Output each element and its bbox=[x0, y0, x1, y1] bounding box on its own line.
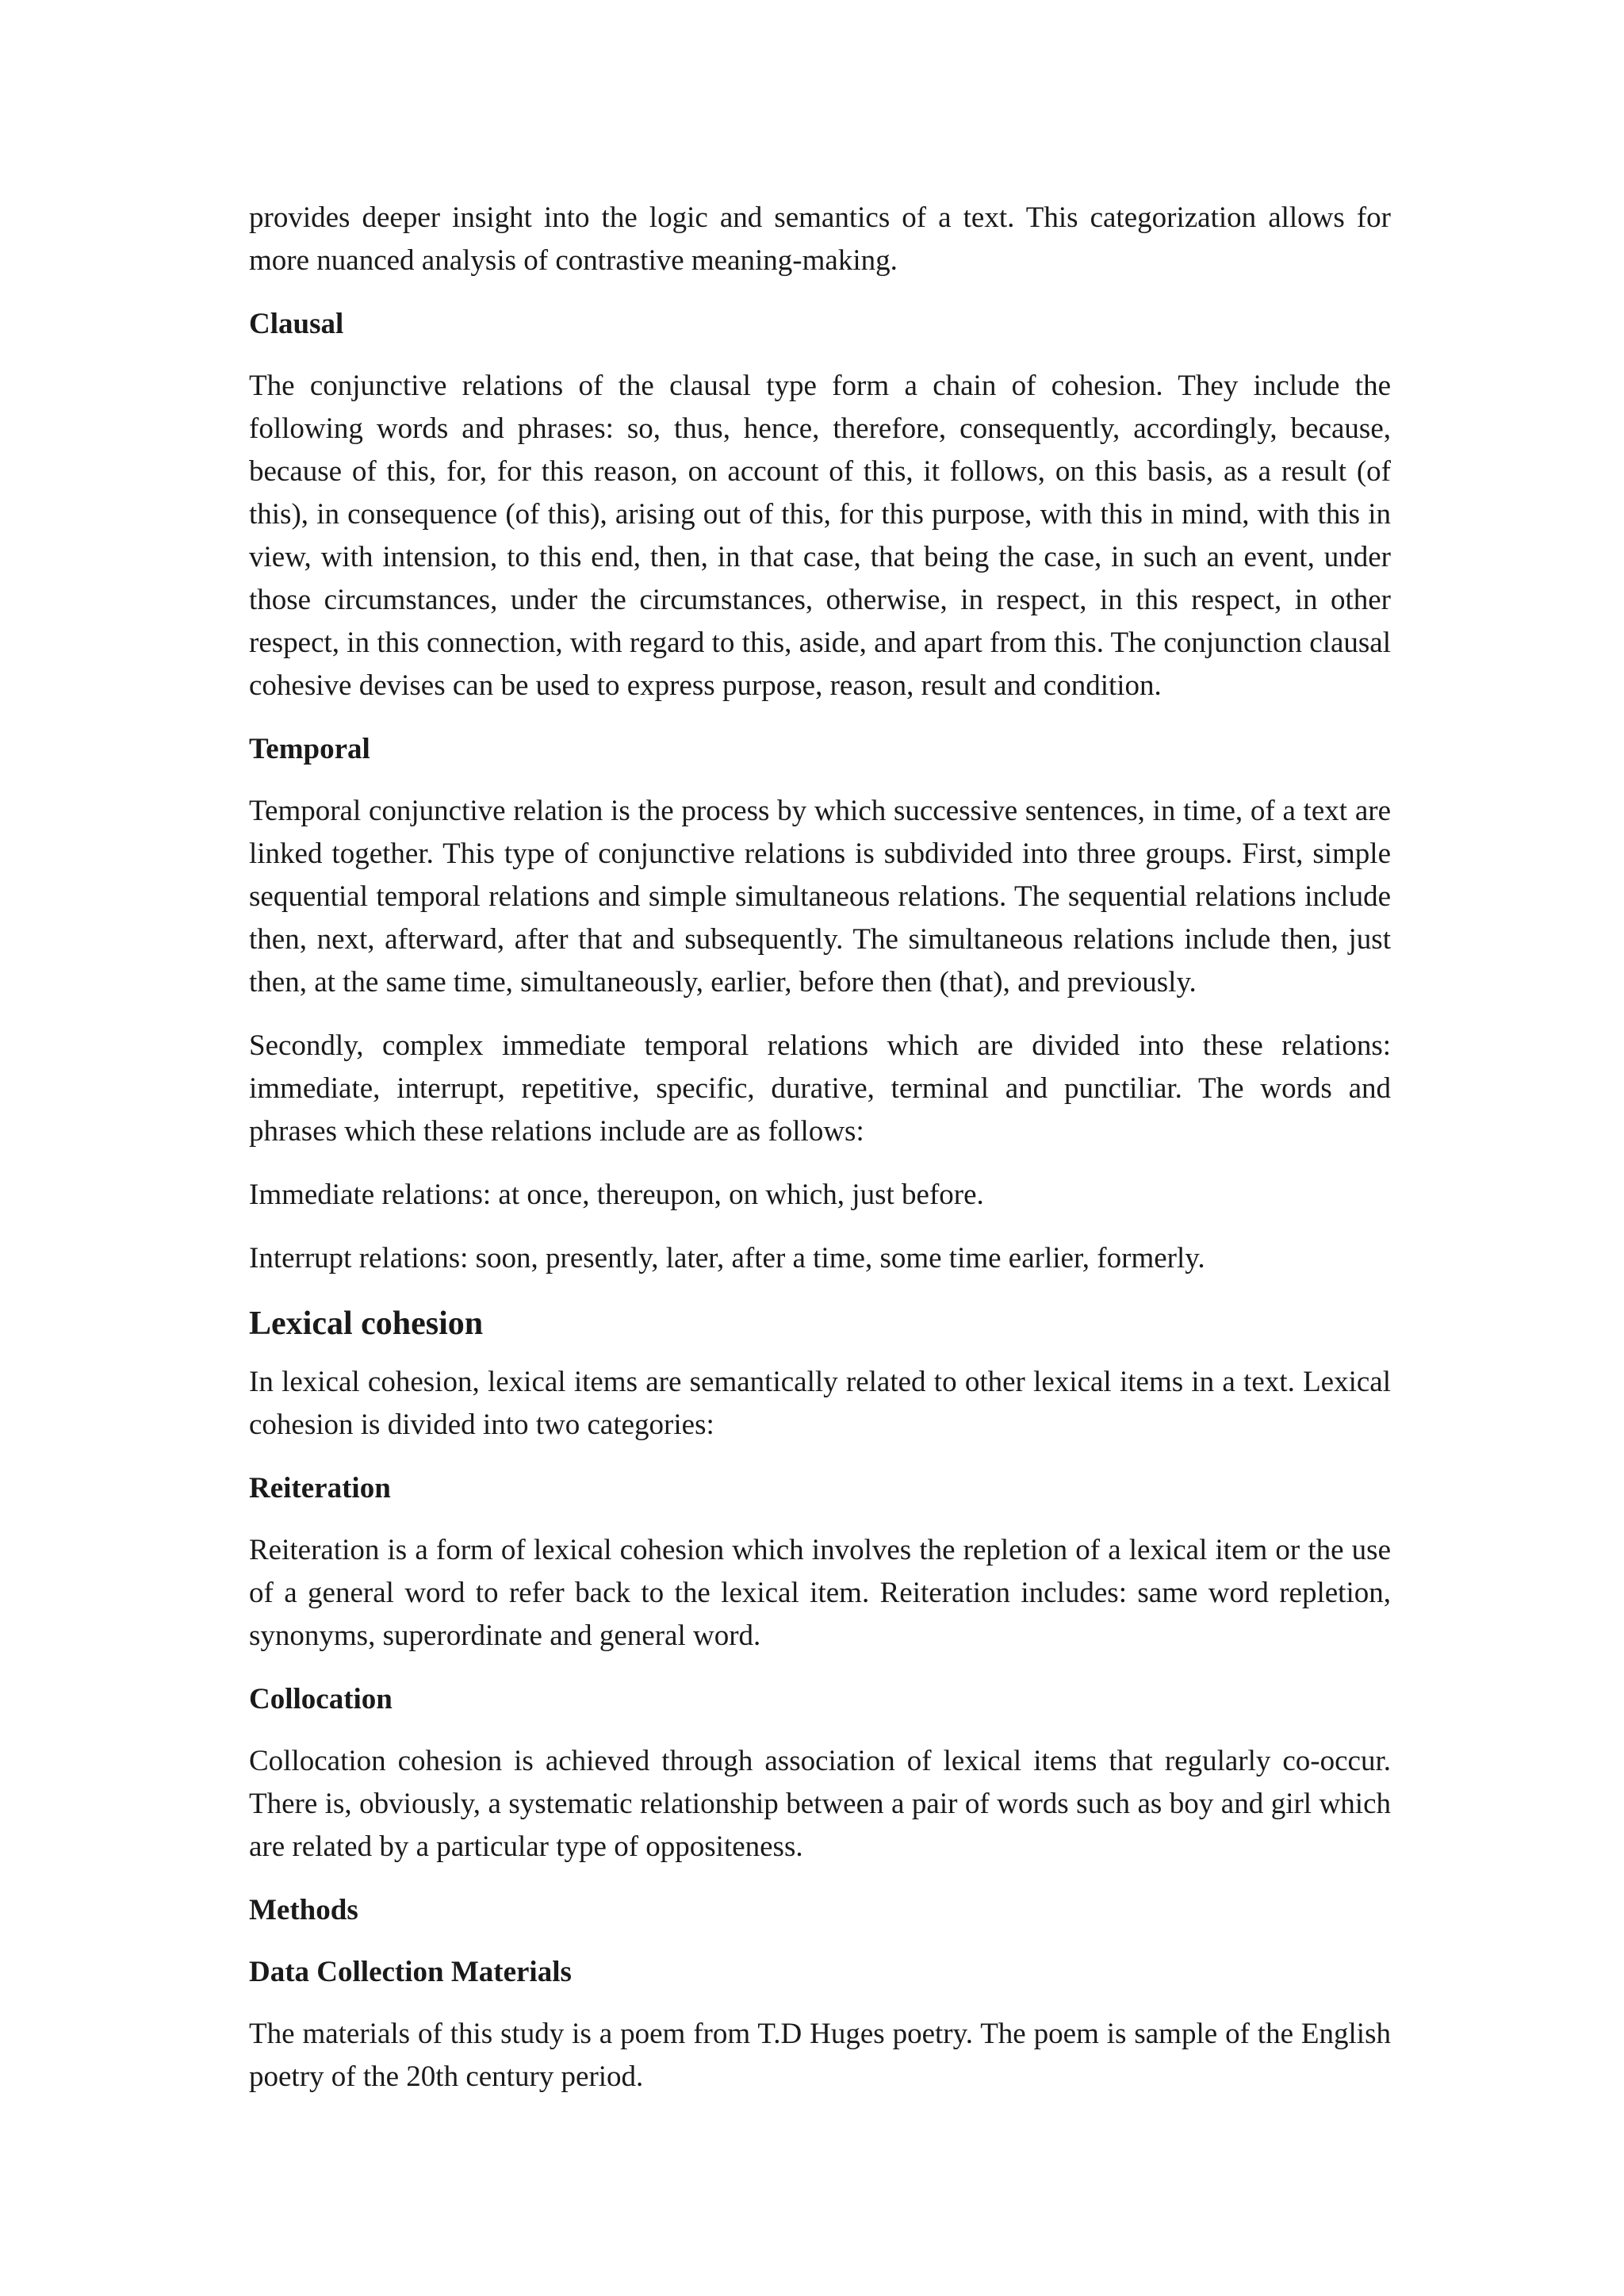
paragraph-complex-temporal: Secondly, complex immediate temporal relations which are divided into these relations: immediate, interrupt, repetitive, specific, durative, terminal and punctiliar. The words and phrases which these relations include are as follows: bbox=[249, 1029, 1391, 1148]
paragraph-collocation: Collocation cohesion is achieved through association of lexical items that regularly co-occur. There is, obviously, a systematic relationship between a pair of words such as boy and girl which are related by a particular type of oppositeness. bbox=[249, 1745, 1391, 1863]
document-page bbox=[249, 197, 1391, 2119]
heading-clausal: Clausal bbox=[249, 308, 344, 340]
paragraph-clausal: The conjunctive relations of the clausal type form a chain of cohesion. They include the following words and phrases: so, thus, hence, therefore, consequently, accordingly, because, because of this, for, for this reason, on account of this, it follows, on this basis, as a result (of this), in consequence (of this), arising out of this, for this purpose, with this in mind, with this in view, with intension, to this end, then, in that case, that being the case, in such an event, under those circumstances, under the circumstances, otherwise, in respect, in this respect, in other respect, in this connection, with regard to this, aside, and apart from this. The conjunction clausal cohesive devises can be used to express purpose, reason, result and condition. bbox=[249, 370, 1391, 702]
paragraph-reiteration: Reiteration is a form of lexical cohesion which involves the repletion of a lexical item or the use of a general word to refer back to the lexical item. Reiteration includes: same word repletion, synonyms, superordinate and general word. bbox=[249, 1534, 1391, 1652]
heading-temporal: Temporal bbox=[249, 733, 370, 765]
heading-lexical-cohesion: Lexical cohesion bbox=[249, 1305, 484, 1342]
paragraph-materials: The materials of this study is a poem from T.D Huges poetry. The poem is sample of the English poetry of the 20th century period. bbox=[249, 2018, 1391, 2093]
paragraph-lexical-cohesion: In lexical cohesion, lexical items are semantically related to other lexical items in a text. Lexical cohesion is divided into two categories: bbox=[249, 1366, 1391, 1441]
paragraph-temporal: Temporal conjunctive relation is the process by which successive sentences, in time, of a text are linked together. This type of conjunctive relations is subdivided into three groups. First, simple sequential temporal relations and simple simultaneous relations. The sequential relations include then, next, afterward, after that and subsequently. The simultaneous relations include then, just then, at the same time, simultaneously, earlier, before then (that), and previously. bbox=[249, 795, 1391, 999]
paragraph-interrupt-relations: Interrupt relations: soon, presently, later, after a time, some time earlier, formerly. bbox=[249, 1242, 1205, 1274]
heading-collocation: Collocation bbox=[249, 1683, 393, 1715]
heading-reiteration: Reiteration bbox=[249, 1472, 391, 1504]
paragraph-immediate-relations: Immediate relations: at once, thereupon, on which, just before. bbox=[249, 1179, 984, 1211]
heading-data-collection-materials: Data Collection Materials bbox=[249, 1956, 572, 1988]
paragraph-contrastive-summary: provides deeper insight into the logic and semantics of a text. This categorization allows for more nuanced analysis of contrastive meaning-making. bbox=[249, 201, 1391, 277]
heading-methods: Methods bbox=[249, 1894, 358, 1926]
